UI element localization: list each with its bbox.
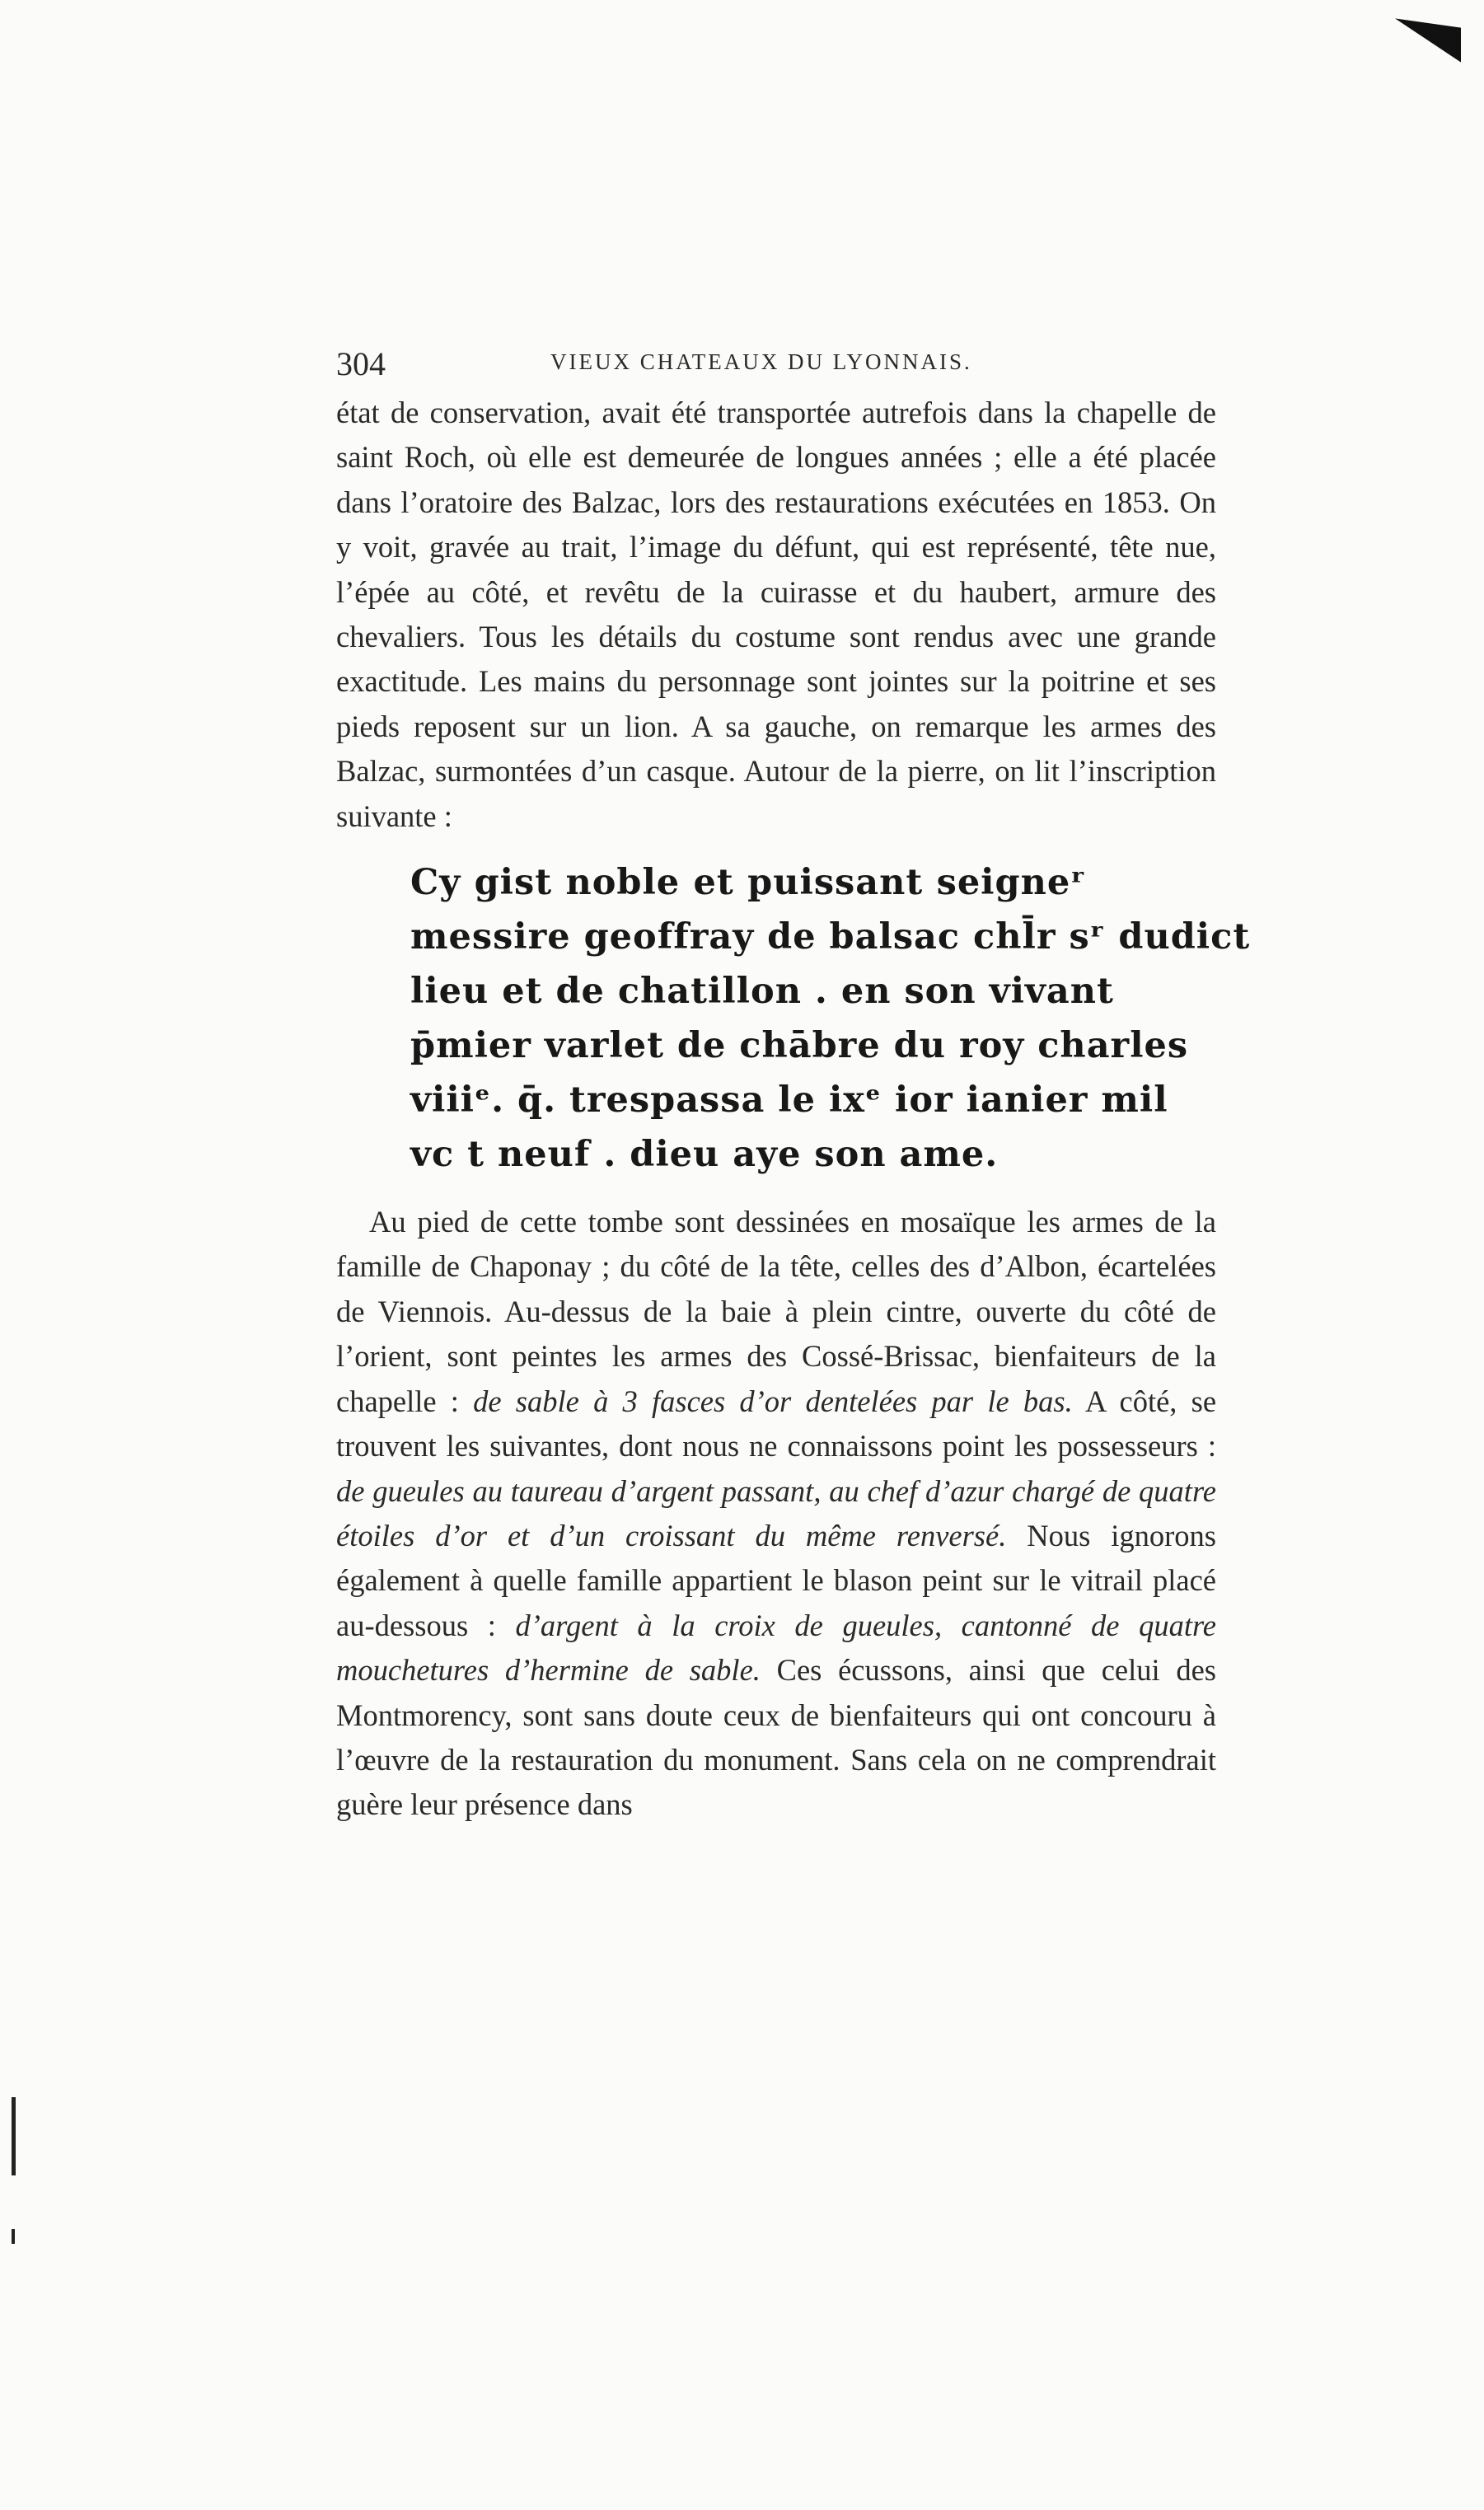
paragraph-continuation: état de conservation, avait été transportée autrefois dans la chapelle de saint Roch, où elle est demeurée de longues années ; elle a été placée dans l’oratoire des Balzac, lors des restaurations exécutées en 1853. On y voit, gravée au trait, l’image du défunt, qui est représenté, tête nue, l’épée au côté, et revêtu de la cuirasse et du haubert, armure des chevaliers. Tous les détails du costume sont rendus avec une grande exactitude. Les mains du personnage sont jointes sur la poitrine et ses pieds reposent sur un lion. A sa gauche, on remarque les armes des Balzac, surmontées d’un casque. Autour de la pierre, on lit l’inscription suivante : xyxy=(336,396,1216,833)
inscription-line: vc t neuf . dieu aye son ame. xyxy=(410,1134,999,1176)
text-run: Ces écussons, ainsi que celui des Montmorency, sont sans doute ceux de bienfaiteurs qui ont concouru à l’œuvre de la restauration du monument. Sans cela on ne comprendrait guère leur présence dans xyxy=(336,1653,1216,1822)
corner-scan-mark xyxy=(1395,18,1461,62)
inscription-line: Cy gist noble et puissant seigneʳ xyxy=(410,862,1086,904)
text-run: Au pied de cette tombe sont dessinées en mosaïque les armes de la famille de Chaponay ; du côté de la tête, celles des d’Albon, écartelées de Viennois. Au-dessus de la baie à plein cintre, ouverte du côté de l’orient, sont peintes les armes des Cossé-Brissac, bienfaiteurs de la chapelle : xyxy=(336,1205,1216,1418)
running-head xyxy=(336,344,1216,391)
page-number: 304 xyxy=(336,345,386,382)
inscription-line: viiiᵉ. q̄. trespassa le ixᵉ ior ianier mil xyxy=(410,1079,1168,1122)
edge-scan-mark xyxy=(12,2097,16,2175)
paragraph-heraldry xyxy=(336,1200,1216,1828)
running-title: VIEUX CHATEAUX DU LYONNAIS. xyxy=(550,349,972,374)
blazon-italic: d’argent à la croix de gueules, cantonné de quatre mouchetures d’hermine de sable. xyxy=(336,1608,1217,1688)
gothic-inscription xyxy=(410,855,1251,1182)
book-page xyxy=(336,344,1251,1828)
inscription-line: p̄mier varlet de chābre du roy charles xyxy=(410,1025,1189,1067)
blazon-italic: de gueules au taureau d’argent passant, au chef d’azur chargé de quatre étoiles d’or et d’un croissant du même renversé. xyxy=(336,1473,1216,1552)
inscription-line: messire geoffray de balsac chl̄r sʳ dudict xyxy=(410,916,1251,958)
inscription-line: lieu et de chatillon . en son vivant xyxy=(410,971,1114,1013)
text-run: A côté, se trouvent les suivantes, dont nous ne connaissons point les possesseurs : xyxy=(336,1384,1217,1463)
edge-scan-mark-small xyxy=(12,2229,15,2244)
text-run: Nous ignorons également à quelle famille appartient le blason peint sur le vitrail placé au-dessous : xyxy=(336,1518,1216,1642)
blazon-italic: de sable à 3 fasces d’or dentelées par le bas. xyxy=(473,1384,1073,1418)
